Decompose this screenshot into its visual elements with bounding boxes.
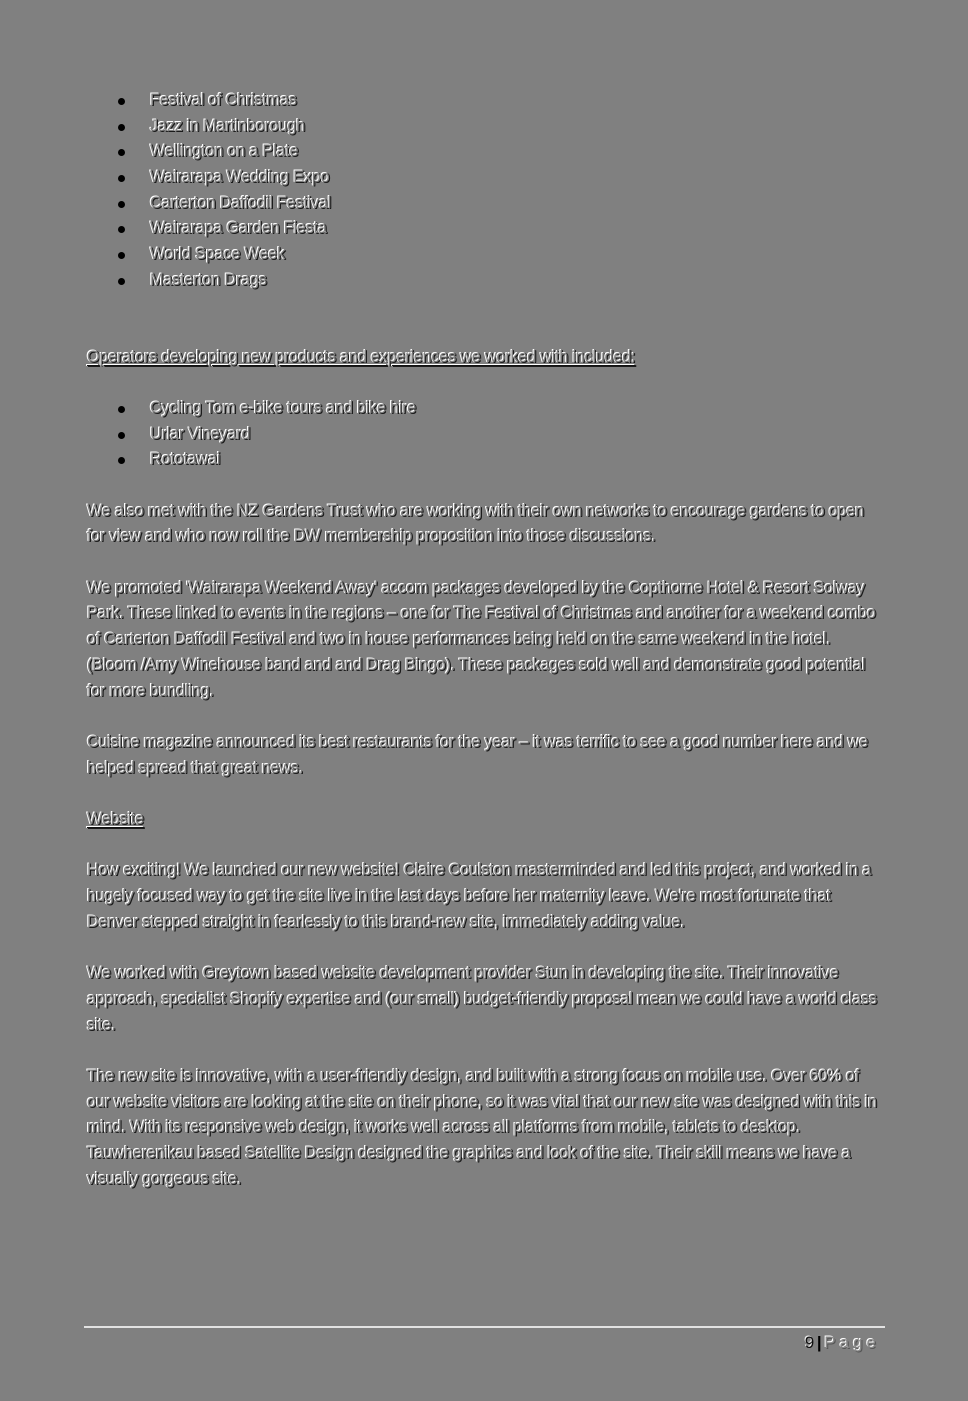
operators-list	[87, 396, 883, 473]
weekend-away-paragraph: We promoted 'Wairarapa Weekend Away' accom packages developed by the Copthorne Hotel & Resort Solway Park. These linked to events in the regions – one for The Festival of Christmas and another for a weekend combo of Carterton Daffodil Festival and two in house performances being held on the same weekend in the hotel. (Bloom /Amy Winehouse band and and Drag Bingo). These packages sold well and demonstrate good potential for more bundling.	[87, 578, 876, 700]
spacer	[87, 294, 883, 345]
list-item: Wairarapa Wedding Expo	[87, 165, 883, 191]
spacer	[87, 550, 883, 576]
list-item: Wellington on a Plate	[87, 139, 883, 165]
spacer	[87, 833, 883, 859]
bullet-icon	[118, 98, 125, 105]
bullet-icon	[118, 252, 125, 259]
bullet-icon	[118, 226, 125, 233]
operators-heading: Operators developing new products and experiences we worked with included:	[87, 347, 636, 366]
document-page	[87, 88, 883, 1193]
list-item: Festival of Christmas	[87, 88, 883, 114]
spacer	[87, 1038, 883, 1064]
list-item: Masterton Drags	[87, 268, 883, 294]
website-heading: Website	[87, 810, 144, 829]
footer-separator: |	[816, 1333, 822, 1352]
list-item: Urlar Vineyard	[87, 422, 883, 448]
list-item: Jazz in Martinborough	[87, 114, 883, 140]
website-design-paragraph: The new site is innovative, with a user-friendly design, and built with a strong focus on mobile use. Over 60% of our website visitors are looking at the site on their phone, so it was vital that our new site was designed with this in mind. With its responsive web design, it works well across all platforms from mobile, tablets to desktop. Tauwherenikau based Satellite Design designed the graphics and look of the site. Their skill means we have a visually gorgeous site.	[87, 1067, 877, 1188]
list-item: Wairarapa Garden Fiesta	[87, 216, 883, 242]
spacer	[87, 781, 883, 807]
bullet-icon	[118, 278, 125, 285]
bullet-icon	[118, 124, 125, 131]
website-launch-paragraph: How exciting! We launched our new website! Claire Coulston masterminded and led this project, and worked in a hugely focused way to get the site live in the last days before her maternity leave. We're most fortunate that Denver stepped straight in fearlessly to this brand-new site, immediately adding value.	[87, 861, 872, 931]
events-list	[87, 88, 883, 294]
list-item: Carterton Daffodil Festival	[87, 191, 883, 217]
spacer	[87, 370, 883, 396]
website-stun-paragraph: We worked with Greytown based website development provider Stun in developing the site. Their innovative approach, specialist Shopify expertise and (our small) budget-friendly proposal mean we could have a world class site.	[87, 964, 877, 1034]
bullet-icon	[118, 432, 125, 439]
list-item: World Space Week	[87, 242, 883, 268]
spacer	[87, 704, 883, 730]
cuisine-paragraph: Cuisine magazine announced its best restaurants for the year – it was terrific to see a good number here and we helped spread that great news.	[87, 732, 869, 777]
bullet-icon	[118, 149, 125, 156]
bullet-icon	[118, 175, 125, 182]
gardens-trust-paragraph: We also met with the NZ Gardens Trust who are working with their own networks to encourage gardens to open for view and who now roll the DW membership proposition into those discussions.	[87, 501, 865, 546]
bullet-icon	[118, 457, 125, 464]
list-item: Rototawai	[87, 447, 883, 473]
spacer	[87, 473, 883, 499]
footer-divider	[84, 1326, 885, 1328]
list-item: Cycling Tom e-bike tours and bike hire	[87, 396, 883, 422]
bullet-icon	[118, 201, 125, 208]
page-number: 9	[804, 1333, 814, 1352]
page-label: Page	[824, 1333, 880, 1352]
page-footer	[805, 1331, 880, 1355]
spacer	[87, 936, 883, 962]
bullet-icon	[118, 406, 125, 413]
